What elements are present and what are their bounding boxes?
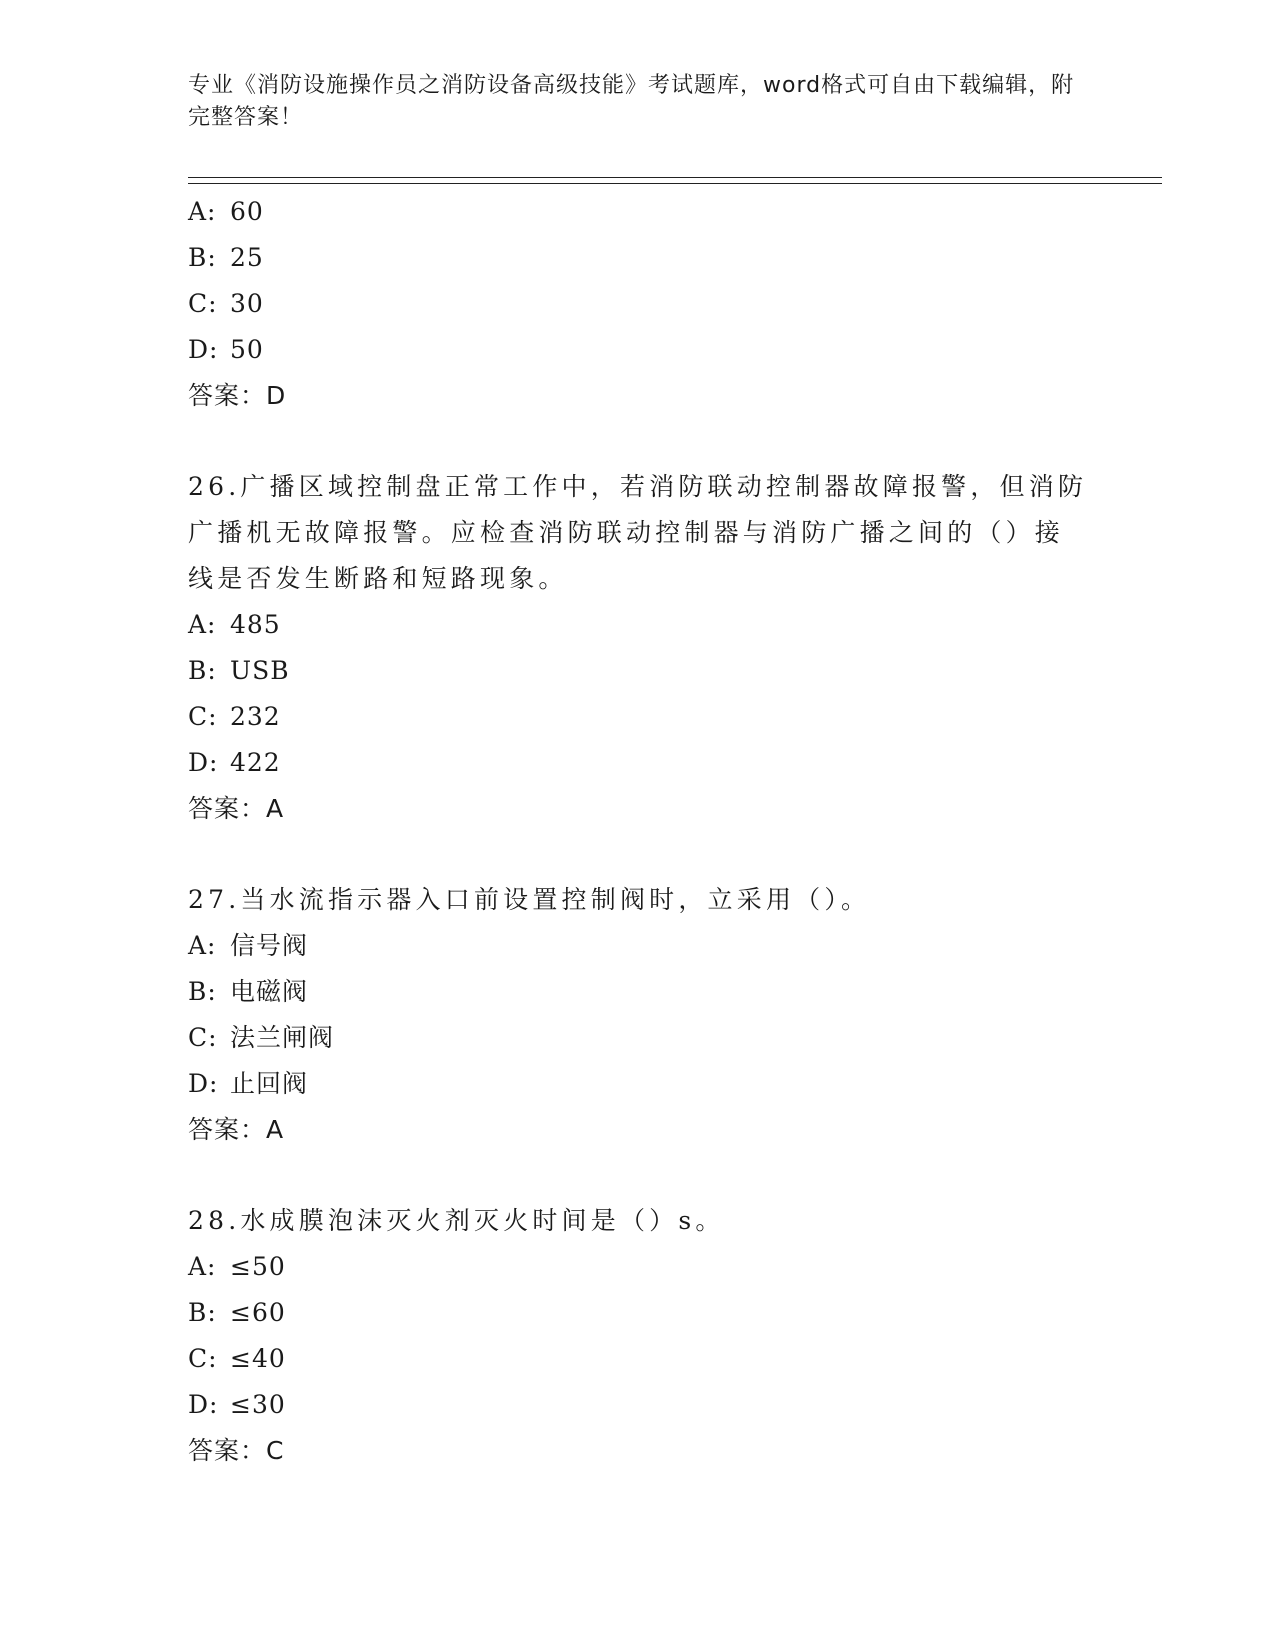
option-b: B: 电磁阀: [188, 977, 309, 1006]
header-divider-top: [188, 177, 1162, 178]
option-a: A: 60: [188, 197, 264, 226]
option-a: A: 485: [188, 610, 281, 639]
option-d: D: 422: [188, 748, 281, 777]
question-28: [188, 1198, 1088, 1474]
option-c: C: ≤40: [188, 1344, 286, 1373]
option-a: A: 信号阀: [188, 931, 309, 960]
document-header: 专业《消防设施操作员之消防设备高级技能》考试题库，word格式可自由下载编辑，附完整答案！: [188, 73, 1075, 130]
answer: 答案：D: [188, 381, 287, 410]
question-content: [188, 189, 1088, 1474]
option-d: D: ≤30: [188, 1390, 286, 1419]
question-text: 28.水成膜泡沫灭火剂灭火时间是（）s。: [188, 1206, 725, 1235]
option-b: B: ≤60: [188, 1298, 286, 1327]
question-27: [188, 877, 1088, 1153]
option-d: D: 50: [188, 335, 264, 364]
answer: 答案：A: [188, 794, 285, 823]
option-c: C: 232: [188, 702, 281, 731]
option-b: B: USB: [188, 656, 290, 685]
answer: 答案：A: [188, 1115, 285, 1144]
question-text: 26.广播区域控制盘正常工作中，若消防联动控制器故障报警，但消防广播机无故障报警。应检查消防联动控制器与消防广播之间的（）接线是否发生断路和短路现象。: [188, 472, 1088, 593]
question-25: [188, 189, 1088, 419]
option-a: A: ≤50: [188, 1252, 286, 1281]
question-text: 27.当水流指示器入口前设置控制阀时，立采用（）。: [188, 885, 871, 914]
header-divider-bottom: [188, 183, 1162, 184]
question-26: [188, 464, 1088, 832]
option-b: B: 25: [188, 243, 264, 272]
option-c: C: 30: [188, 289, 264, 318]
answer: 答案：C: [188, 1436, 285, 1465]
option-d: D: 止回阀: [188, 1069, 309, 1098]
option-c: C: 法兰闸阀: [188, 1023, 335, 1052]
